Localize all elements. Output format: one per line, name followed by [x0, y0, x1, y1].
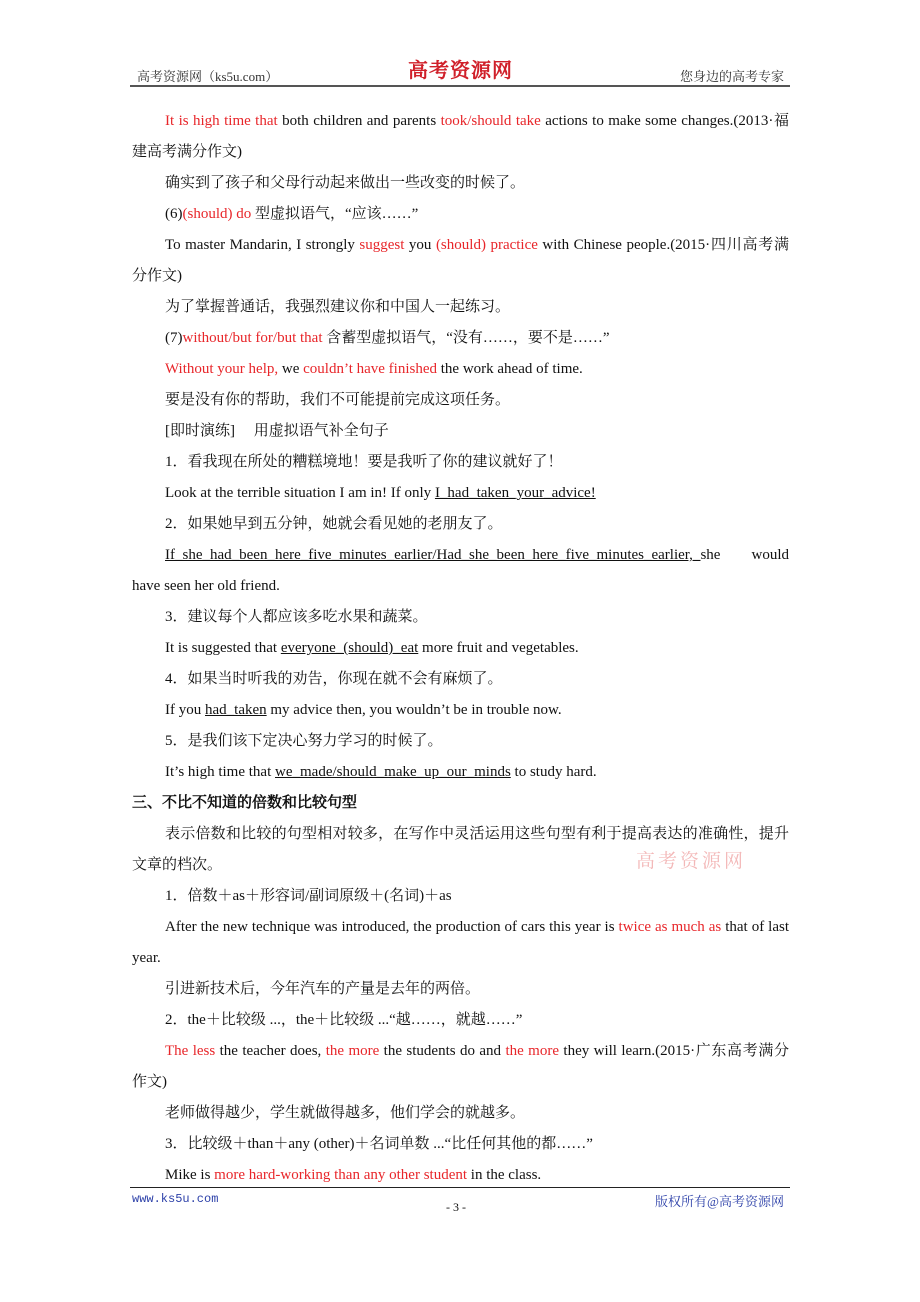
- text-run: It’s high time that: [165, 764, 275, 780]
- highlighted-text: The less: [165, 1043, 216, 1059]
- paragraph: [132, 664, 789, 695]
- text-run: 老师做得越少，学生就做得越多，他们学会的就越多。: [165, 1105, 526, 1121]
- text-run: my advice then, you wouldn’t be in trouble now.: [266, 702, 562, 718]
- paragraph: [132, 1036, 789, 1098]
- text-run: (7): [165, 330, 183, 346]
- highlighted-text: couldn’t have finished: [303, 361, 437, 377]
- paragraph: [132, 230, 789, 292]
- paragraph: [132, 1005, 789, 1036]
- footer-divider: [130, 1187, 790, 1188]
- paragraph: [132, 974, 789, 1005]
- text-run: the work ahead of time.: [437, 361, 583, 377]
- text-run: she would have seen her old friend.: [132, 547, 789, 594]
- paragraph: [132, 478, 789, 509]
- header-site-name: 高考资源网（ks5u.com）: [137, 69, 279, 84]
- text-run: [即时演练] 用虚拟语气补全句子: [165, 423, 389, 439]
- text-run: the teacher does,: [215, 1043, 326, 1059]
- paragraph: [132, 788, 789, 819]
- text-run: 引进新技术后，今年汽车的产量是去年的两倍。: [165, 981, 481, 997]
- paragraph: [132, 168, 789, 199]
- paragraph: [132, 757, 789, 788]
- paragraph: [132, 540, 789, 602]
- text-run: After the new technique was introduced, the production of cars this year is: [165, 919, 619, 935]
- highlighted-text: Without your help,: [165, 361, 279, 377]
- answer-text: we_made/should_make_up_our_minds: [275, 764, 511, 780]
- highlighted-text: without/but for/but that: [182, 330, 323, 346]
- highlighted-text: suggest: [359, 237, 405, 253]
- text-run: If you: [165, 702, 205, 718]
- header-slogan: 您身边的高考专家: [679, 69, 784, 84]
- text-run: 为了掌握普通话，我强烈建议你和中国人一起练习。: [165, 299, 511, 315]
- paragraph: [132, 354, 789, 385]
- text-run: both children and parents: [277, 113, 441, 129]
- paragraph: [132, 726, 789, 757]
- text-run: in the class.: [467, 1167, 542, 1183]
- text-run: Look at the terrible situation I am in! If only: [165, 485, 435, 501]
- header-divider: [130, 85, 790, 87]
- text-run: 4．如果当时听我的劝告，你现在就不会有麻烦了。: [165, 671, 503, 687]
- text-run: 1．看我现在所处的糟糕境地！要是我听了你的建议就好了！: [165, 454, 563, 470]
- text-run: 型虚拟语气，“应该……”: [251, 206, 419, 222]
- text-run: we: [278, 361, 304, 377]
- text-run: 1．倍数＋as＋形容词/副词原级＋(名词)＋as: [165, 888, 452, 904]
- highlighted-text: more hard-working than any other student: [214, 1167, 468, 1183]
- text-run: 要是没有你的帮助，我们不可能提前完成这项任务。: [165, 392, 511, 408]
- text-run: 含蓄型虚拟语气，“没有……，要不是……”: [322, 330, 610, 346]
- paragraph: [132, 106, 789, 168]
- watermark: 高考资源网: [636, 851, 747, 872]
- site-logo: 高考资源网: [408, 60, 513, 82]
- text-run: with Chinese people.(2015·四川高考满分作文): [132, 237, 790, 284]
- text-run: Mike is: [165, 1167, 215, 1183]
- paragraph: [132, 912, 789, 974]
- paragraph: [132, 602, 789, 633]
- footer-copyright: 版权所有@高考资源网: [655, 1194, 784, 1209]
- paragraph: [132, 416, 789, 447]
- text-run: 确实到了孩子和父母行动起来做出一些改变的时候了。: [165, 175, 526, 191]
- paragraph: [132, 292, 789, 323]
- text-run: 表示倍数和比较的句型相对较多，在写作中灵活运用这些句型有利于提高表达的准确性，提升文章的档次。: [132, 826, 789, 873]
- section-heading: 三、不比不知道的倍数和比较句型: [132, 795, 358, 811]
- document-body: [132, 106, 789, 1191]
- text-run: to study hard.: [510, 764, 597, 780]
- answer-text: had_taken: [205, 702, 267, 718]
- paragraph: [132, 633, 789, 664]
- text-run: the students do and: [379, 1043, 506, 1059]
- text-run: 5．是我们该下定决心努力学习的时候了。: [165, 733, 443, 749]
- text-run: they will learn.(2015·广东高考满分作文): [132, 1043, 790, 1090]
- text-run: (6): [165, 206, 183, 222]
- text-run: 3．比较级＋than＋any (other)＋名词单数 ...“比任何其他的都……”: [165, 1136, 593, 1152]
- paragraph: [132, 385, 789, 416]
- text-run: that of last year.: [132, 919, 789, 966]
- highlighted-text: (should) do: [182, 206, 252, 222]
- paragraph: [132, 199, 789, 230]
- highlighted-text: It is high time that: [165, 113, 278, 129]
- paragraph: [132, 509, 789, 540]
- page-number: - 3 -: [446, 1200, 466, 1214]
- highlighted-text: took/should take: [440, 113, 541, 129]
- paragraph: [132, 881, 789, 912]
- text-run: 2．如果她早到五分钟，她就会看见她的老朋友了。: [165, 516, 503, 532]
- highlighted-text: the more: [505, 1043, 560, 1059]
- highlighted-text: twice as much as: [618, 919, 722, 935]
- text-run: more fruit and vegetables.: [418, 640, 579, 656]
- paragraph: [132, 323, 789, 354]
- text-run: 2．the＋比较级 ...，the＋比较级 ...“越……，就越……”: [165, 1012, 523, 1028]
- paragraph: [132, 1098, 789, 1129]
- paragraph: [132, 695, 789, 726]
- text-run: actions to make some changes.(2013·福建高考满分作文): [132, 113, 789, 160]
- footer-url-link[interactable]: www.ks5u.com: [132, 1192, 219, 1206]
- answer-text: everyone_(should)_eat: [280, 640, 419, 656]
- answer-text: If_she_had_been_here_five_minutes_earlier/Had_she_been_here_five_minutes_earlier,_: [165, 547, 701, 563]
- highlighted-text: (should) practice: [435, 237, 538, 253]
- paragraph: [132, 1129, 789, 1160]
- highlighted-text: the more: [325, 1043, 380, 1059]
- answer-text: I_had_taken_your_advice!: [434, 485, 596, 501]
- text-run: To master Mandarin, I strongly: [165, 237, 360, 253]
- text-run: 3．建议每个人都应该多吃水果和蔬菜。: [165, 609, 428, 625]
- text-run: It is suggested that: [165, 640, 281, 656]
- paragraph: [132, 447, 789, 478]
- text-run: you: [404, 237, 436, 253]
